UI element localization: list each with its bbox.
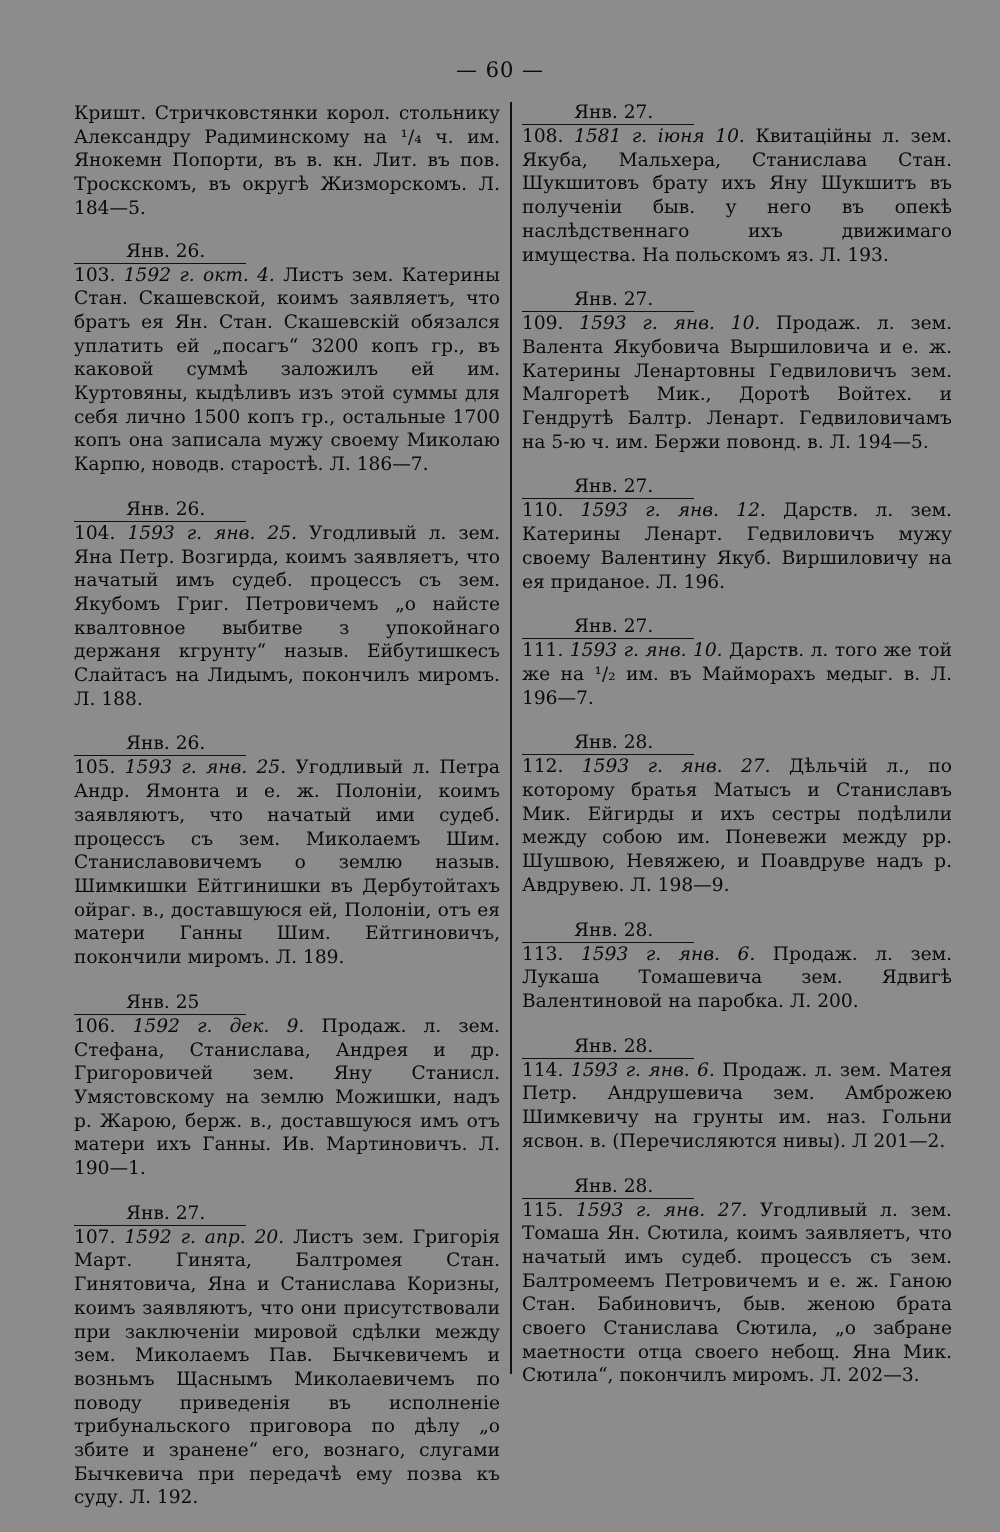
entry-body — [522, 499, 952, 594]
entry-body — [522, 943, 952, 1014]
entry-text: Листъ зем. Катерины Стан. Скашевской, коимъ заявляетъ, что братъ ея Ян. Стан. Скашевскій обязался уплатить ей „посагъ“ 3200 копъ гр., въ каковой суммѣ заложилъ ей им. Куртовяны, кыдѣливъ изъ этой суммы для себя лично 1500 копъ гр., остальные 1700 копъ она записала мужу своему Миколаю Карпю, новодв. старостѣ. Л. 186—7. — [74, 264, 500, 476]
entry-text: Угодливый л. зем. Томаша Ян. Сютила, коимъ заявляетъ, что начатый имъ судеб. процессъ съ зем. Балтромеемъ Петровичемъ и е. ж. Ганою Стан. Бабиновичъ, быв. женою брата своего Станислава Сютила, „о забране маетности отца своего небощ. Яна Мик. Сютила“, покончилъ миромъ. Л. 202—3. — [522, 1199, 952, 1387]
entry-number: 113. — [522, 943, 564, 965]
entry-111 — [522, 616, 952, 710]
entry-body — [74, 522, 500, 712]
entry-text: Продаж. л. зем. Матея Петр. Андрушевича зем. Амброжею Шимкевичу на грунты им. наз. Гольни ясвон. в. (Перечисляются нивы). Л 201—2. — [522, 1059, 952, 1152]
entry-lead-date: 1593 г. янв. 25. — [127, 522, 297, 544]
entry-body — [74, 264, 500, 477]
right-column — [522, 102, 952, 1410]
entry-lead-date: 1593 г. янв. 12. — [580, 500, 766, 522]
entry-number: 107. — [74, 1226, 116, 1248]
entry-lead-date: 1592 г. дек. 9. — [132, 1015, 305, 1037]
entry-body — [522, 312, 952, 454]
entry-number: 103. — [74, 264, 116, 286]
entry-body — [74, 1226, 500, 1510]
entry-text: Дарств. л. того же той же на ¹/₂ им. въ Майморахъ медыг. в. Л. 196—7. — [522, 640, 952, 709]
entry-lead-date: 1593 г. янв. 10. — [579, 313, 761, 335]
entry-109 — [522, 289, 952, 454]
entry-number: 114. — [522, 1059, 564, 1081]
entry-body — [522, 125, 952, 267]
entry-lead-date: 1593 г. янв. 27. — [581, 756, 771, 778]
entry-date: Янв. 25 — [74, 992, 246, 1015]
continuation-text: Кришт. Стричковстянки корол. стольнику Александру Радиминскому на ¹/₄ ч. им. Янокемн Попорти, въ в. кн. Лит. въ пов. Троскскомъ, въ округѣ Жизморскомъ. Л. 184—5. — [74, 103, 500, 219]
entry-lead-date: 1592 г. апр. 20. — [124, 1226, 285, 1248]
entry-date: Янв. 28. — [522, 732, 694, 755]
entry-lead-date: 1593 г. янв. 10. — [569, 640, 723, 662]
entry-103 — [74, 241, 500, 477]
entry-body — [522, 1059, 952, 1154]
entry-text: Продаж. л. зем. Лукаша Томашевича зем. Ядвигѣ Валентиновой на паробка. Л. 200. — [522, 943, 952, 1012]
entry-date: Янв. 28. — [522, 1036, 694, 1059]
entry-number: 111. — [522, 640, 564, 662]
entry-115 — [522, 1176, 952, 1389]
entry-date: Янв. 27. — [522, 102, 694, 125]
entry-lead-date: 1593 г. янв. 6. — [570, 1059, 715, 1081]
entry-text: Продаж. л. зем. Валента Якубовича Выршиловича и е. ж. Катерины Ленартовны Гедвиловичъ зем. Малгоретѣ Мик., Доротѣ Войтех. и Гендрутѣ Балтр. Ленарт. Гедвиловичамъ на 5-ю ч. им. Бержи повонд. в. Л. 194—5. — [522, 313, 952, 453]
entry-text: Квитаційны л. зем. Якуба, Мальхера, Станислава Стан. Шукшитовъ брату ихъ Яну Шукшитъ въ полученіи быв. у него въ опекѣ наслѣдственнаго ихъ движимаго имущества. На польскомъ яз. Л. 193. — [522, 126, 952, 266]
entry-body — [522, 639, 952, 710]
page-number: — 60 — — [455, 58, 545, 82]
entry-body — [74, 756, 500, 969]
entry-108 — [522, 102, 952, 267]
entry-date: Янв. 26. — [74, 499, 246, 522]
entry-lead-date: 1593 г. янв. 6. — [580, 943, 756, 965]
entry-104 — [74, 499, 500, 712]
entry-number: 104. — [74, 522, 116, 544]
entry-date: Янв. 27. — [522, 616, 694, 639]
entry-lead-date: 1593 г. янв. 25. — [124, 757, 287, 779]
entry-113 — [522, 920, 952, 1014]
entry-110 — [522, 476, 952, 594]
entry-date: Янв. 28. — [522, 1176, 694, 1199]
entry-date: Янв. 27. — [522, 476, 694, 499]
entry-lead-date: 1593 г. янв. 27. — [576, 1199, 748, 1221]
entry-date: Янв. 27. — [522, 289, 694, 312]
entry-text: Листъ зем. Григорія Март. Гинята, Балтромея Стан. Гинятовича, Яна и Станислава Коризны, коимъ заявляютъ, что они присутствовали при заключеніи мировой сдѣлки между зем. Миколаемъ Пав. Бычкевичемъ и возньмъ Щаснымъ Миколаевичемъ по поводу приведенія въ исполненіе трибунальского приговора по дѣлу „о збите и зранене“ его, вознаго, слугами Бычкевича при передачѣ ему позва къ суду. Л. 192. — [74, 1226, 500, 1509]
left-column — [74, 102, 500, 1532]
column-divider — [510, 102, 512, 1374]
entry-text: Угодливый л. зем. Яна Петр. Возгирда, коимъ заявляетъ, что начатый имъ судеб. процессъ съ зем. Якубомъ Григ. Петровичемъ „о найсте квалтовное выбитве з упокойнаго держаня кгрунту“ назыв. Ейбутишкесъ Слайтасъ на Лидымъ, покончилъ миромъ. Л. 188. — [74, 522, 500, 710]
entry-date: Янв. 26. — [74, 733, 246, 756]
entry-date: Янв. 27. — [74, 1203, 246, 1226]
entry-text: Продаж. л. зем. Стефана, Станислава, Андрея и др. Григоровичей зем. Яну Станисл. Умястовскому на землю Можишки, надъ р. Жарою, берж. в., доставшуюся имъ отъ матери ихъ Ганны. Ив. Мартиновичъ. Л. 190—1. — [74, 1015, 500, 1180]
entry-107 — [74, 1203, 500, 1510]
entry-text: Дѣльчій л., по которому братья Матысъ и Станиславъ Мик. Ейгирды и ихъ сестры подѣлили между собою им. Поневежи между рр. Шушвою, Невяжею, и Поавдруве надъ р. Авдрувею. Л. 198—9. — [522, 756, 952, 896]
entry-number: 105. — [74, 757, 116, 779]
entry-105 — [74, 733, 500, 969]
entry-body — [522, 1199, 952, 1389]
entry-112 — [522, 732, 952, 897]
entry-number: 109. — [522, 313, 564, 335]
entry-lead-date: 1581 г. іюня 10. — [574, 126, 745, 147]
entry-number: 112. — [522, 756, 564, 778]
entry-text: Дарств. л. зем. Катерины Ленарт. Гедвиловичъ мужу своему Валентину Якуб. Виршиловичу на ея приданое. Л. 196. — [522, 500, 952, 593]
entry-number: 108. — [522, 126, 564, 147]
entry-106 — [74, 992, 500, 1181]
entry-body — [74, 1015, 500, 1181]
entry-text: Угодливый л. Петра Андр. Ямонта и е. ж. Полоніи, коимъ заявляютъ, что начатый ими судеб. процессъ съ зем. Миколаемъ Шим. Станиславовичемъ о землю назыв. Шимкишки Ейтгинишки въ Дербутойтахъ ойраг. в., доставшуюся ей, Полоніи, отъ ея матери Ганны Шим. Ейтгиновичъ, покончили миромъ. Л. 189. — [74, 757, 500, 969]
entry-number: 106. — [74, 1015, 116, 1037]
entry-number: 115. — [522, 1199, 564, 1221]
entry-date: Янв. 28. — [522, 920, 694, 943]
entry-date: Янв. 26. — [74, 241, 246, 264]
entry-body — [522, 755, 952, 897]
entry-lead-date: 1592 г. окт. 4. — [123, 264, 275, 286]
entry-114 — [522, 1036, 952, 1154]
entry-number: 110. — [522, 500, 564, 522]
